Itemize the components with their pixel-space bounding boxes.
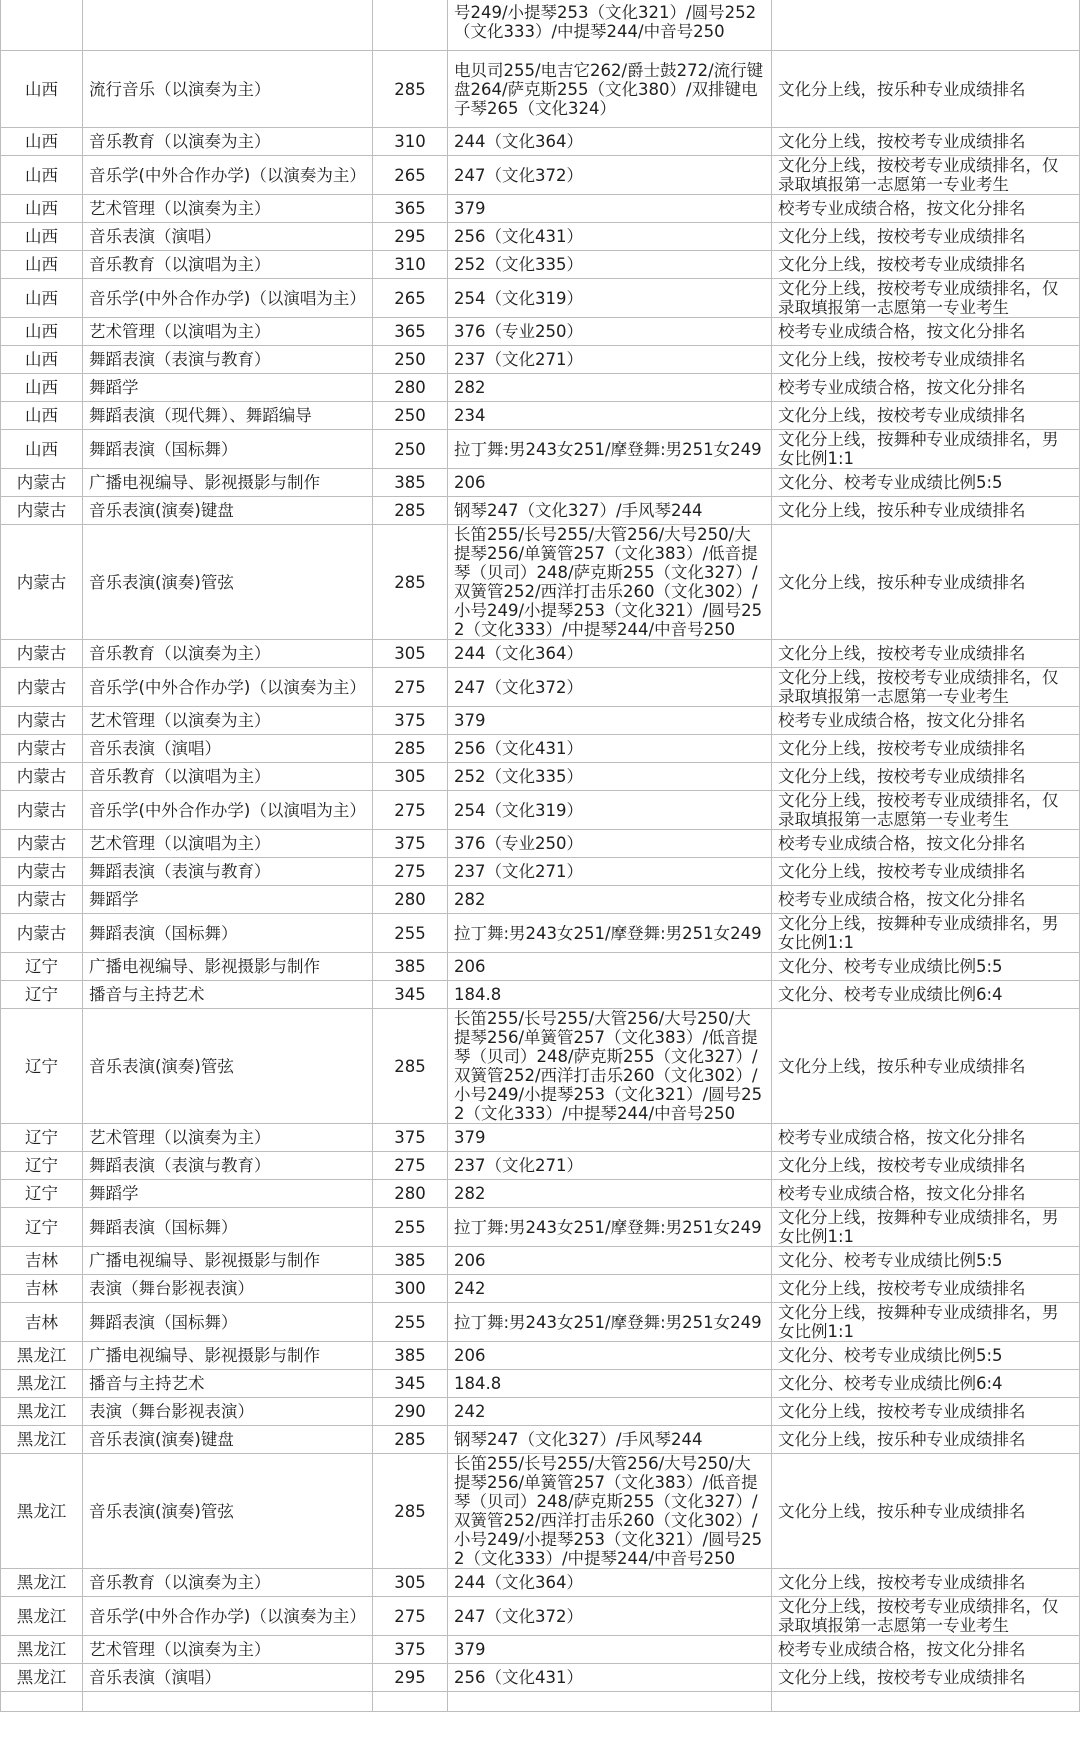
control-line-cell: 285 xyxy=(373,497,448,525)
province-cell: 山西 xyxy=(1,318,83,346)
admission-rule-cell: 文化分上线，按校考专业成绩排名 xyxy=(772,763,1080,791)
specialty-line-cell: 282 xyxy=(448,1180,772,1208)
province-cell: 辽宁 xyxy=(1,1009,83,1124)
admission-rule-cell: 校考专业成绩合格，按文化分排名 xyxy=(772,1636,1080,1664)
table-row xyxy=(1,1398,1080,1426)
province-cell: 山西 xyxy=(1,279,83,318)
control-line-cell: 305 xyxy=(373,640,448,668)
specialty-line-cell: 237（文化271） xyxy=(448,346,772,374)
admission-rule-cell: 文化分上线，按校考专业成绩排名 xyxy=(772,1569,1080,1597)
province-cell: 内蒙古 xyxy=(1,497,83,525)
major-cell: 舞蹈表演（表演与教育） xyxy=(83,1152,373,1180)
specialty-line-cell: 206 xyxy=(448,953,772,981)
province-cell: 内蒙古 xyxy=(1,791,83,830)
province-cell: 辽宁 xyxy=(1,1124,83,1152)
province-cell: 山西 xyxy=(1,374,83,402)
control-line-cell: 375 xyxy=(373,707,448,735)
province-cell xyxy=(1,1692,83,1712)
control-line-cell: 265 xyxy=(373,279,448,318)
admission-rule-cell: 文化分上线，按校考专业成绩排名 xyxy=(772,640,1080,668)
major-cell: 表演（舞台影视表演） xyxy=(83,1275,373,1303)
major-cell: 音乐表演(演奏)管弦 xyxy=(83,525,373,640)
admission-rule-cell: 文化分上线，按校考专业成绩排名 xyxy=(772,1398,1080,1426)
table-row xyxy=(1,1342,1080,1370)
admission-rule-cell: 文化分上线，按乐种专业成绩排名 xyxy=(772,497,1080,525)
table-row xyxy=(1,707,1080,735)
specialty-line-cell: 282 xyxy=(448,374,772,402)
table-row xyxy=(1,1275,1080,1303)
control-line-cell: 250 xyxy=(373,402,448,430)
admission-rule-cell: 文化分上线，按校考专业成绩排名 xyxy=(772,735,1080,763)
province-cell: 黑龙江 xyxy=(1,1664,83,1692)
table-row xyxy=(1,374,1080,402)
major-cell: 舞蹈表演（表演与教育） xyxy=(83,346,373,374)
control-line-cell: 310 xyxy=(373,128,448,156)
table-row xyxy=(1,430,1080,469)
specialty-line-cell: 拉丁舞:男243女251/摩登舞:男251女249 xyxy=(448,430,772,469)
admission-rule-cell: 文化分上线，按校考专业成绩排名 xyxy=(772,223,1080,251)
major-cell: 艺术管理（以演奏为主） xyxy=(83,1636,373,1664)
major-cell: 广播电视编导、影视摄影与制作 xyxy=(83,1247,373,1275)
major-cell: 艺术管理（以演奏为主） xyxy=(83,195,373,223)
control-line-cell: 365 xyxy=(373,195,448,223)
specialty-line-cell: 206 xyxy=(448,1247,772,1275)
province-cell: 黑龙江 xyxy=(1,1597,83,1636)
province-cell: 黑龙江 xyxy=(1,1426,83,1454)
major-cell: 音乐表演（演唱） xyxy=(83,223,373,251)
table-row xyxy=(1,735,1080,763)
table-row xyxy=(1,763,1080,791)
table-row xyxy=(1,981,1080,1009)
table-row xyxy=(1,830,1080,858)
control-line-cell: 285 xyxy=(373,1009,448,1124)
province-cell: 山西 xyxy=(1,402,83,430)
specialty-line-cell: 242 xyxy=(448,1398,772,1426)
specialty-line-cell: 长笛255/长号255/大管256/大号250/大提琴256/单簧管257（文化383）/低音提琴（贝司）248/萨克斯255（文化327）/双簧管252/西洋打击乐260（文化302）/小号249/小提琴253（文化321）/圆号252（文化333）/中提琴244/中音号250 xyxy=(448,525,772,640)
admission-rule-cell: 文化分上线，按乐种专业成绩排名 xyxy=(772,525,1080,640)
major-cell: 广播电视编导、影视摄影与制作 xyxy=(83,953,373,981)
specialty-line-cell: 256（文化431） xyxy=(448,1664,772,1692)
control-line-cell: 385 xyxy=(373,953,448,981)
table-row xyxy=(1,318,1080,346)
province-cell: 黑龙江 xyxy=(1,1569,83,1597)
admission-rule-cell: 文化分上线，按校考专业成绩排名，仅录取填报第一志愿第一专业考生 xyxy=(772,668,1080,707)
major-cell: 音乐表演（演唱） xyxy=(83,735,373,763)
major-cell: 音乐表演（演唱） xyxy=(83,1664,373,1692)
table-row xyxy=(1,1426,1080,1454)
major-cell: 音乐教育（以演唱为主） xyxy=(83,251,373,279)
specialty-line-cell: 206 xyxy=(448,1342,772,1370)
table-row xyxy=(1,223,1080,251)
province-cell: 内蒙古 xyxy=(1,640,83,668)
major-cell: 音乐表演(演奏)键盘 xyxy=(83,497,373,525)
admission-rule-cell: 文化分、校考专业成绩比例5:5 xyxy=(772,1342,1080,1370)
control-line-cell: 290 xyxy=(373,1398,448,1426)
admission-rule-cell: 文化分上线，按校考专业成绩排名，仅录取填报第一志愿第一专业考生 xyxy=(772,791,1080,830)
major-cell: 舞蹈学 xyxy=(83,1180,373,1208)
province-cell: 内蒙古 xyxy=(1,707,83,735)
control-line-cell: 255 xyxy=(373,1208,448,1247)
admission-rule-cell: 文化分、校考专业成绩比例5:5 xyxy=(772,469,1080,497)
province-cell xyxy=(1,0,83,51)
province-cell: 辽宁 xyxy=(1,1208,83,1247)
table-row xyxy=(1,525,1080,640)
table-row xyxy=(1,858,1080,886)
specialty-line-cell xyxy=(448,1692,772,1712)
admission-rule-cell: 文化分、校考专业成绩比例6:4 xyxy=(772,981,1080,1009)
control-line-cell: 375 xyxy=(373,1636,448,1664)
province-cell: 黑龙江 xyxy=(1,1636,83,1664)
specialty-line-cell: 247（文化372） xyxy=(448,668,772,707)
province-cell: 山西 xyxy=(1,251,83,279)
specialty-line-cell: 379 xyxy=(448,195,772,223)
control-line-cell xyxy=(373,1692,448,1712)
admission-rule-cell: 校考专业成绩合格，按文化分排名 xyxy=(772,1180,1080,1208)
table-row xyxy=(1,668,1080,707)
admission-rule-cell: 校考专业成绩合格，按文化分排名 xyxy=(772,886,1080,914)
major-cell: 播音与主持艺术 xyxy=(83,1370,373,1398)
major-cell: 舞蹈学 xyxy=(83,374,373,402)
specialty-line-cell: 电贝司255/电吉它262/爵士鼓272/流行键盘264/萨克斯255（文化380）/双排键电子琴265（文化324） xyxy=(448,51,772,128)
admission-rule-cell: 文化分上线，按乐种专业成绩排名 xyxy=(772,1454,1080,1569)
specialty-line-cell: 282 xyxy=(448,886,772,914)
control-line-cell: 375 xyxy=(373,1124,448,1152)
major-cell: 广播电视编导、影视摄影与制作 xyxy=(83,1342,373,1370)
specialty-line-cell: 钢琴247（文化327）/手风琴244 xyxy=(448,1426,772,1454)
major-cell: 音乐学(中外合作办学)（以演唱为主） xyxy=(83,791,373,830)
control-line-cell: 385 xyxy=(373,469,448,497)
control-line-cell: 310 xyxy=(373,251,448,279)
admission-rule-cell: 校考专业成绩合格，按文化分排名 xyxy=(772,195,1080,223)
province-cell: 山西 xyxy=(1,128,83,156)
table-row xyxy=(1,640,1080,668)
province-cell: 黑龙江 xyxy=(1,1398,83,1426)
specialty-line-cell: 拉丁舞:男243女251/摩登舞:男251女249 xyxy=(448,1303,772,1342)
major-cell: 舞蹈表演（表演与教育） xyxy=(83,858,373,886)
admission-rule-cell: 文化分、校考专业成绩比例6:4 xyxy=(772,1370,1080,1398)
admission-rule-cell: 文化分上线，按舞种专业成绩排名，男女比例1:1 xyxy=(772,914,1080,953)
admission-rule-cell: 文化分上线，按校考专业成绩排名 xyxy=(772,1275,1080,1303)
province-cell: 辽宁 xyxy=(1,1180,83,1208)
admission-rule-cell xyxy=(772,1692,1080,1712)
province-cell: 辽宁 xyxy=(1,953,83,981)
province-cell: 内蒙古 xyxy=(1,858,83,886)
table-row xyxy=(1,251,1080,279)
province-cell: 山西 xyxy=(1,430,83,469)
control-line-cell: 275 xyxy=(373,791,448,830)
table-row xyxy=(1,886,1080,914)
control-line-cell: 295 xyxy=(373,223,448,251)
specialty-line-cell: 206 xyxy=(448,469,772,497)
control-line-cell: 365 xyxy=(373,318,448,346)
major-cell: 音乐表演(演奏)管弦 xyxy=(83,1009,373,1124)
control-line-cell: 280 xyxy=(373,1180,448,1208)
table-row xyxy=(1,0,1080,51)
province-cell: 内蒙古 xyxy=(1,830,83,858)
major-cell: 艺术管理（以演唱为主） xyxy=(83,318,373,346)
table-row xyxy=(1,1597,1080,1636)
control-line-cell: 385 xyxy=(373,1342,448,1370)
province-cell: 山西 xyxy=(1,346,83,374)
admission-rule-cell: 校考专业成绩合格，按文化分排名 xyxy=(772,707,1080,735)
admission-rule-cell: 校考专业成绩合格，按文化分排名 xyxy=(772,374,1080,402)
control-line-cell: 375 xyxy=(373,830,448,858)
major-cell: 表演（舞台影视表演） xyxy=(83,1398,373,1426)
major-cell: 艺术管理（以演奏为主） xyxy=(83,707,373,735)
control-line-cell: 275 xyxy=(373,668,448,707)
province-cell: 山西 xyxy=(1,223,83,251)
admission-rule-cell: 校考专业成绩合格，按文化分排名 xyxy=(772,1124,1080,1152)
admission-rule-cell: 文化分上线，按校考专业成绩排名 xyxy=(772,251,1080,279)
specialty-line-cell: 379 xyxy=(448,1636,772,1664)
table-row xyxy=(1,195,1080,223)
province-cell: 吉林 xyxy=(1,1303,83,1342)
control-line-cell: 285 xyxy=(373,525,448,640)
table-row xyxy=(1,469,1080,497)
major-cell: 音乐教育（以演奏为主） xyxy=(83,128,373,156)
table-row xyxy=(1,1664,1080,1692)
table-row xyxy=(1,1569,1080,1597)
control-line-cell: 275 xyxy=(373,1152,448,1180)
control-line-cell: 305 xyxy=(373,763,448,791)
control-line-cell: 275 xyxy=(373,858,448,886)
admission-rule-cell: 文化分上线，按乐种专业成绩排名 xyxy=(772,1426,1080,1454)
control-line-cell: 305 xyxy=(373,1569,448,1597)
major-cell: 舞蹈表演（现代舞）、舞蹈编导 xyxy=(83,402,373,430)
province-cell: 山西 xyxy=(1,51,83,128)
admission-rule-cell: 校考专业成绩合格，按文化分排名 xyxy=(772,830,1080,858)
table-row xyxy=(1,1454,1080,1569)
specialty-line-cell: 376（专业250） xyxy=(448,830,772,858)
control-line-cell: 345 xyxy=(373,1370,448,1398)
table-body xyxy=(1,0,1080,1712)
province-cell: 内蒙古 xyxy=(1,525,83,640)
control-line-cell: 285 xyxy=(373,735,448,763)
specialty-line-cell: 252（文化335） xyxy=(448,251,772,279)
table-row xyxy=(1,128,1080,156)
specialty-line-cell: 256（文化431） xyxy=(448,223,772,251)
major-cell: 音乐学(中外合作办学)（以演奏为主） xyxy=(83,156,373,195)
specialty-line-cell: 拉丁舞:男243女251/摩登舞:男251女249 xyxy=(448,914,772,953)
admission-rule-cell: 文化分上线，按校考专业成绩排名 xyxy=(772,346,1080,374)
major-cell: 广播电视编导、影视摄影与制作 xyxy=(83,469,373,497)
province-cell: 黑龙江 xyxy=(1,1370,83,1398)
admission-rule-cell: 文化分、校考专业成绩比例5:5 xyxy=(772,953,1080,981)
specialty-line-cell: 号249/小提琴253（文化321）/圆号252（文化333）/中提琴244/中音号250 xyxy=(448,0,772,51)
control-line-cell: 285 xyxy=(373,51,448,128)
table-row xyxy=(1,1124,1080,1152)
specialty-line-cell: 184.8 xyxy=(448,981,772,1009)
table-row xyxy=(1,1208,1080,1247)
admission-rule-cell: 文化分上线，按校考专业成绩排名 xyxy=(772,858,1080,886)
control-line-cell: 250 xyxy=(373,430,448,469)
major-cell: 舞蹈表演（国标舞） xyxy=(83,430,373,469)
major-cell: 音乐表演(演奏)键盘 xyxy=(83,1426,373,1454)
major-cell: 艺术管理（以演奏为主） xyxy=(83,1124,373,1152)
table-row xyxy=(1,1009,1080,1124)
admission-rule-cell: 文化分上线，按校考专业成绩排名，仅录取填报第一志愿第一专业考生 xyxy=(772,1597,1080,1636)
specialty-line-cell: 247（文化372） xyxy=(448,1597,772,1636)
admission-rule-cell: 文化分、校考专业成绩比例5:5 xyxy=(772,1247,1080,1275)
major-cell: 艺术管理（以演唱为主） xyxy=(83,830,373,858)
control-line-cell: 295 xyxy=(373,1664,448,1692)
specialty-line-cell: 237（文化271） xyxy=(448,858,772,886)
table-row xyxy=(1,1370,1080,1398)
major-cell: 音乐教育（以演唱为主） xyxy=(83,763,373,791)
specialty-line-cell: 244（文化364） xyxy=(448,640,772,668)
table-row xyxy=(1,279,1080,318)
specialty-line-cell: 247（文化372） xyxy=(448,156,772,195)
province-cell: 山西 xyxy=(1,156,83,195)
control-line-cell: 280 xyxy=(373,886,448,914)
table-row xyxy=(1,791,1080,830)
province-cell: 内蒙古 xyxy=(1,735,83,763)
table-row xyxy=(1,1303,1080,1342)
province-cell: 黑龙江 xyxy=(1,1342,83,1370)
table-row xyxy=(1,914,1080,953)
control-line-cell: 300 xyxy=(373,1275,448,1303)
specialty-line-cell: 252（文化335） xyxy=(448,763,772,791)
major-cell: 音乐表演(演奏)管弦 xyxy=(83,1454,373,1569)
major-cell: 播音与主持艺术 xyxy=(83,981,373,1009)
admission-rule-cell: 文化分上线，按校考专业成绩排名 xyxy=(772,1664,1080,1692)
admission-rule-cell: 文化分上线，按校考专业成绩排名，仅录取填报第一志愿第一专业考生 xyxy=(772,156,1080,195)
specialty-line-cell: 184.8 xyxy=(448,1370,772,1398)
control-line-cell: 250 xyxy=(373,346,448,374)
province-cell: 辽宁 xyxy=(1,981,83,1009)
province-cell: 吉林 xyxy=(1,1275,83,1303)
control-line-cell: 265 xyxy=(373,156,448,195)
major-cell: 音乐学(中外合作办学)（以演唱为主） xyxy=(83,279,373,318)
major-cell: 音乐教育（以演奏为主） xyxy=(83,640,373,668)
admission-rule-cell: 文化分上线，按舞种专业成绩排名，男女比例1:1 xyxy=(772,430,1080,469)
admission-rule-cell: 文化分上线，按乐种专业成绩排名 xyxy=(772,1009,1080,1124)
major-cell: 音乐学(中外合作办学)（以演奏为主） xyxy=(83,668,373,707)
admission-rule-cell: 文化分上线，按校考专业成绩排名 xyxy=(772,1152,1080,1180)
control-line-cell xyxy=(373,0,448,51)
province-cell: 山西 xyxy=(1,195,83,223)
specialty-line-cell: 长笛255/长号255/大管256/大号250/大提琴256/单簧管257（文化383）/低音提琴（贝司）248/萨克斯255（文化327）/双簧管252/西洋打击乐260（文化302）/小号249/小提琴253（文化321）/圆号252（文化333）/中提琴244/中音号250 xyxy=(448,1009,772,1124)
specialty-line-cell: 376（专业250） xyxy=(448,318,772,346)
table-row xyxy=(1,346,1080,374)
specialty-line-cell: 242 xyxy=(448,1275,772,1303)
admission-rule-cell: 文化分上线，按舞种专业成绩排名，男女比例1:1 xyxy=(772,1208,1080,1247)
province-cell: 内蒙古 xyxy=(1,914,83,953)
table-row xyxy=(1,1692,1080,1712)
table-row xyxy=(1,1152,1080,1180)
specialty-line-cell: 237（文化271） xyxy=(448,1152,772,1180)
specialty-line-cell: 254（文化319） xyxy=(448,791,772,830)
admission-rule-cell: 文化分上线，按校考专业成绩排名 xyxy=(772,128,1080,156)
admission-rule-cell: 文化分上线，按舞种专业成绩排名，男女比例1:1 xyxy=(772,1303,1080,1342)
province-cell: 辽宁 xyxy=(1,1152,83,1180)
province-cell: 内蒙古 xyxy=(1,763,83,791)
table-row xyxy=(1,51,1080,128)
control-line-cell: 385 xyxy=(373,1247,448,1275)
table-row xyxy=(1,1180,1080,1208)
major-cell: 流行音乐（以演奏为主） xyxy=(83,51,373,128)
table-row xyxy=(1,1636,1080,1664)
control-line-cell: 275 xyxy=(373,1597,448,1636)
table-row xyxy=(1,953,1080,981)
specialty-line-cell: 254（文化319） xyxy=(448,279,772,318)
specialty-line-cell: 拉丁舞:男243女251/摩登舞:男251女249 xyxy=(448,1208,772,1247)
table-row xyxy=(1,497,1080,525)
control-line-cell: 280 xyxy=(373,374,448,402)
major-cell: 音乐学(中外合作办学)（以演奏为主） xyxy=(83,1597,373,1636)
major-cell: 音乐教育（以演奏为主） xyxy=(83,1569,373,1597)
admission-rule-cell: 文化分上线，按校考专业成绩排名 xyxy=(772,402,1080,430)
admission-rule-cell xyxy=(772,0,1080,51)
province-cell: 内蒙古 xyxy=(1,469,83,497)
specialty-line-cell: 379 xyxy=(448,1124,772,1152)
province-cell: 吉林 xyxy=(1,1247,83,1275)
table-row xyxy=(1,1247,1080,1275)
major-cell: 舞蹈学 xyxy=(83,886,373,914)
control-line-cell: 345 xyxy=(373,981,448,1009)
province-cell: 黑龙江 xyxy=(1,1454,83,1569)
control-line-cell: 255 xyxy=(373,1303,448,1342)
admission-rule-cell: 校考专业成绩合格，按文化分排名 xyxy=(772,318,1080,346)
province-cell: 内蒙古 xyxy=(1,886,83,914)
admission-rule-cell: 文化分上线，按校考专业成绩排名，仅录取填报第一志愿第一专业考生 xyxy=(772,279,1080,318)
province-cell: 内蒙古 xyxy=(1,668,83,707)
specialty-line-cell: 244（文化364） xyxy=(448,128,772,156)
specialty-line-cell: 钢琴247（文化327）/手风琴244 xyxy=(448,497,772,525)
control-line-cell: 255 xyxy=(373,914,448,953)
table-row xyxy=(1,402,1080,430)
major-cell: 舞蹈表演（国标舞） xyxy=(83,1208,373,1247)
control-line-cell: 285 xyxy=(373,1426,448,1454)
major-cell: 舞蹈表演（国标舞） xyxy=(83,1303,373,1342)
major-cell xyxy=(83,1692,373,1712)
specialty-line-cell: 256（文化431） xyxy=(448,735,772,763)
major-cell xyxy=(83,0,373,51)
control-line-cell: 285 xyxy=(373,1454,448,1569)
specialty-line-cell: 234 xyxy=(448,402,772,430)
specialty-line-cell: 379 xyxy=(448,707,772,735)
specialty-line-cell: 长笛255/长号255/大管256/大号250/大提琴256/单簧管257（文化383）/低音提琴（贝司）248/萨克斯255（文化327）/双簧管252/西洋打击乐260（文化302）/小号249/小提琴253（文化321）/圆号252（文化333）/中提琴244/中音号250 xyxy=(448,1454,772,1569)
table-row xyxy=(1,156,1080,195)
specialty-line-cell: 244（文化364） xyxy=(448,1569,772,1597)
major-cell: 舞蹈表演（国标舞） xyxy=(83,914,373,953)
admission-rule-cell: 文化分上线，按乐种专业成绩排名 xyxy=(772,51,1080,128)
